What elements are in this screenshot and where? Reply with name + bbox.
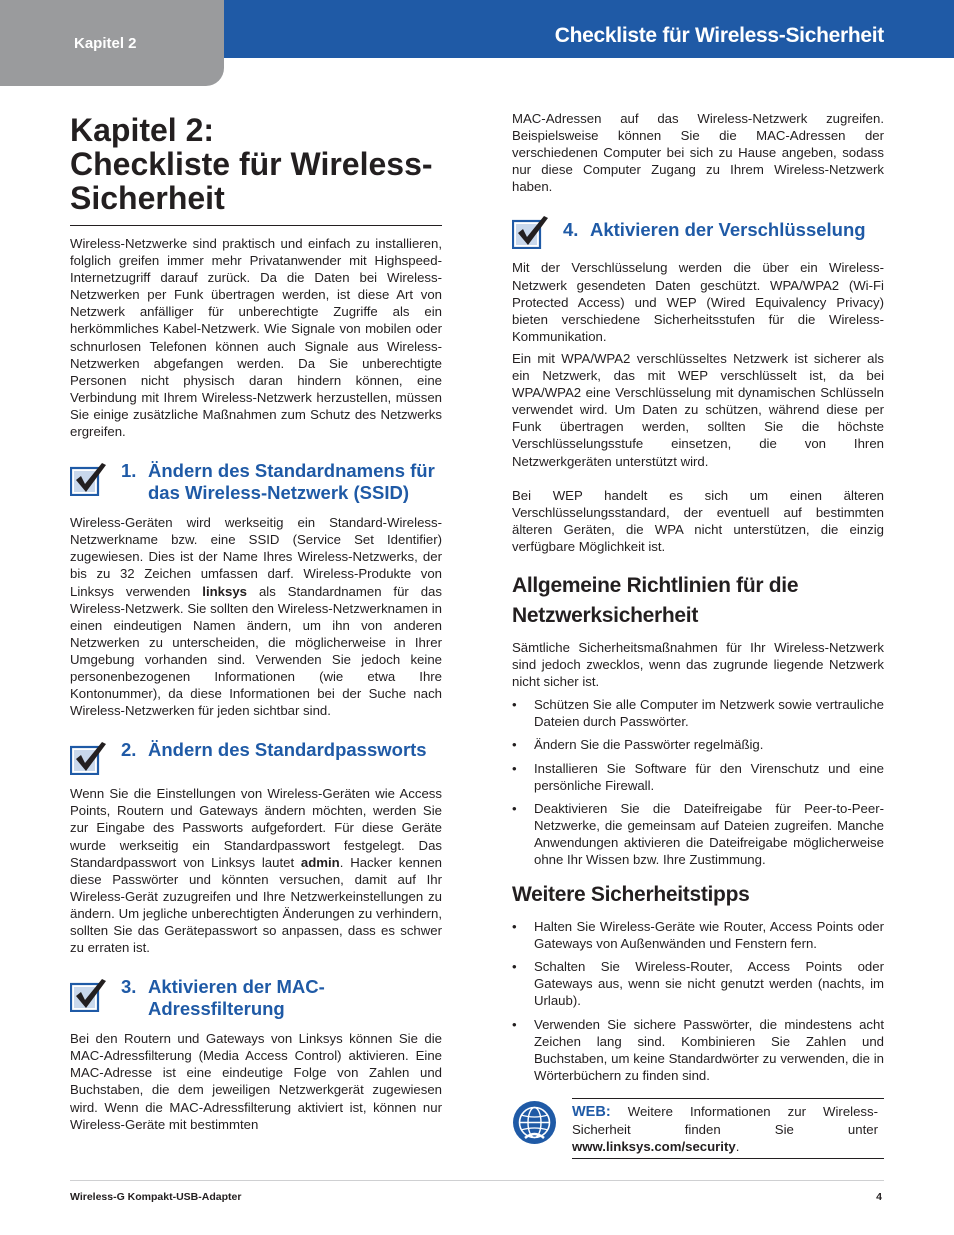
page-title: Kapitel 2: Checkliste für Wireless- Sicherheit — [70, 112, 433, 216]
right-column — [512, 110, 884, 1159]
chapter-tab — [0, 0, 224, 86]
footer-divider — [70, 1180, 884, 1181]
list-item: • Ändern Sie die Passwörter regelmäßig. — [512, 737, 764, 753]
globe-icon — [512, 1100, 557, 1145]
web-note — [512, 1098, 884, 1159]
list-item: • Schützen Sie alle Computer im Netzwerk sowie vertrauliche Dateien durch Passwörter. — [512, 697, 884, 730]
checkbox-icon — [70, 978, 107, 1012]
intro-paragraph: Wireless-Netzwerke sind praktisch und einfach zu installieren, folglich greifen immer mehr Privatanwender mit Highspeed-Internetzugriff darauf zurück. Da die Daten bei Wireless-Netzwerken per Funk übertragen werden, ist diese Art von Netzwerk anfälliger für unberechtigte Zugriffe als ein herkömmliches Kabel-Netzwerk. Wie Signale von mobilen oder schnurlosen Telefonen können auch Signale aus Wireless-Netzwerken abgefangen werden. Da Sie unberechtigte Personen nicht physisch daran hindern können, eine Verbindung mit Ihrem Wireless-Netzwerk herzustellen, müssen Sie einige zusätzliche Maßnahmen zum Schutz des Netzwerks ergreifen. — [70, 236, 442, 440]
list-item: • Verwenden Sie sichere Passwörter, die mindestens acht Zeichen lang sind. Kombinieren Sie Zahlen und Buchstaben, um keine Standardwörter zu verwenden, die in Wörterbüchern zu finden sind. — [512, 1016, 884, 1083]
section-4-paragraph: Ein mit WPA/WPA2 verschlüsseltes Netzwerk ist sicherer als ein Netzwerk, das mit WEP verschlüsselt ist, da bei WPA/WPA2 eine Verschlüsselung mit dynamischen Schlüsseln verwendet wird. Um Daten zu schützen, während diese per Funk übertragen werden, sollten Sie die höchste Verschlüsselungsstufe einsetzen, die von Ihren Netzwerkgeräten unterstützt wird. — [512, 350, 884, 469]
list-item: • Installieren Sie Software für den Virenschutz und eine persönliche Firewall. — [512, 760, 884, 793]
checkbox-icon — [70, 462, 107, 496]
list-item: • Schalten Sie Wireless-Router, Access Points oder Gateways aus, wenn sie nicht genutzt werden (nachts, im Urlaub). — [512, 959, 884, 1009]
section-3-body-continued: MAC-Adressen auf das Wireless-Netzwerk zugreifen. Beispielsweise können Sie die MAC-Adressen der verschiedenen Computer bei sich zu Hause angeben, sodass nur diese Computer Zugang zu Ihrem Wireless-Netzwerk haben. — [512, 111, 884, 195]
section-1-body: Wireless-Geräten wird werkseitig ein Standard-Wireless-Netzwerkname bzw. eine SSID (Service Set Identifier) zugewiesen. Dies ist der Name Ihres Wireless-Netzwerks, der bis zu 32 Zeichen umfassen darf. Wireless-Produkte von Linksys verwenden linksys als Standardnamen für das Wireless-Netzwerk. Sie sollten den Wireless-Netzwerknamen in einen eindeutigen Namen ändern, um ihn von anderen Netzwerken zu unterscheiden, die möglicherweise in Ihrer Umgebung vorhanden sind. Verwenden Sie jedoch keine personenbezogenen Informationen (wie etwa Ihre Kontonummer), da diese Informationen bei der Suche nach Wireless-Netzwerken für jeden sichtbar sind. — [70, 515, 442, 719]
checkbox-icon — [512, 215, 549, 249]
general-guidelines-list — [512, 696, 884, 868]
chapter-tab-label: Kapitel 2 — [74, 35, 137, 52]
general-guidelines-heading: Allgemeine Richtlinien für die Netzwerksicherheit — [512, 573, 799, 627]
section-2-heading: 2. Ändern des Standardpassworts — [70, 739, 442, 775]
section-4-heading: 4. Aktivieren der Verschlüsselung — [512, 213, 884, 249]
section-1-heading: 1. Ändern des Standardnamens für das Wireless-Netzwerk (SSID) — [70, 460, 442, 504]
page-number: 4 — [876, 1191, 882, 1203]
header-section-title: Checkliste für Wireless-Sicherheit — [554, 24, 884, 47]
section-3-body: Bei den Routern und Gateways von Linksys können Sie die MAC-Adressfilterung (Media Access Control) aktivieren. Eine MAC-Adresse ist eine eindeutige Folge von Zahlen und Buchstaben, die dem jeweiligen Netzwerkgerät zugewiesen wird. Wenn die MAC-Adressfilterung aktiviert ist, können nur Wireless-Geräte mit bestimmten — [70, 1031, 442, 1132]
section-4-paragraph: Bei WEP handelt es sich um einen älteren Verschlüsselungsstandard, der eventuell auf bestimmten älteren Geräten, die WPA nicht unterstützen, die einzig verfügbare Möglichkeit ist. — [512, 487, 884, 554]
checkbox-icon — [70, 741, 107, 775]
left-column — [70, 113, 442, 1133]
section-2-body: Wenn Sie die Einstellungen von Wireless-Geräten wie Access Points, Routern und Gateways ändern möchten, werden Sie zur Eingabe des Passworts aufgefordert. Für diese Geräte wurde werkseitig ein Standardpasswort festgelegt. Das Standardpasswort von Linksys lautet admin. Hacker kennen diese Passwörter und könnten versuchen, damit auf Ihr Wireless-Gerät zuzugreifen und Ihre Netzwerkeinstellungen zu ändern. Um jegliche unberechtigten Änderungen zu verhindern, sollten Sie das Gerätepasswort so anpassen, dass es schwer zu erraten ist. — [70, 786, 443, 956]
security-tips-heading: Weitere Sicherheitstipps — [512, 883, 750, 907]
section-4-paragraph: Mit der Verschlüsselung werden die über ein Wireless-Netzwerk gesendeten Daten geschützt. WPA/WPA2 (Wi-Fi Protected Access) und WEP (Wired Equivalency Privacy) bieten verschiedene Sicherheitsstufen für die Wireless-Kommunikation. — [512, 260, 884, 344]
title-divider — [70, 225, 442, 226]
footer-product: Wireless-G Kompakt-USB-Adapter — [70, 1191, 242, 1203]
section-3-heading: 3. Aktivieren der MAC- Adressfilterung — [70, 976, 442, 1020]
list-item: • Halten Sie Wireless-Geräte wie Router, Access Points oder Gateways von Außenwänden und Fenstern fern. — [512, 919, 884, 952]
security-tips-list — [512, 918, 884, 1084]
web-link[interactable]: www.linksys.com/security — [572, 1139, 736, 1155]
general-guidelines-intro: Sämtliche Sicherheitsmaßnahmen für Ihr Wireless-Netzwerk sind jedoch zwecklos, wenn das zugrunde liegende Netzwerk nicht sicher ist. — [512, 639, 884, 690]
web-note-box: WEB: Weitere Informationen zur Wireless-Sicherheit finden Sie unter www.linksys.com/security. — [572, 1098, 884, 1159]
list-item: • Deaktivieren Sie die Dateifreigabe für Peer-to-Peer-Netzwerke, die gemeinsam auf Dateien zugreifen. Manche Anwendungen aktivieren die Dateifreigabe möglicherweise ohne Ihr Wissen bzw. Ihre Zustimmung. — [512, 800, 884, 867]
